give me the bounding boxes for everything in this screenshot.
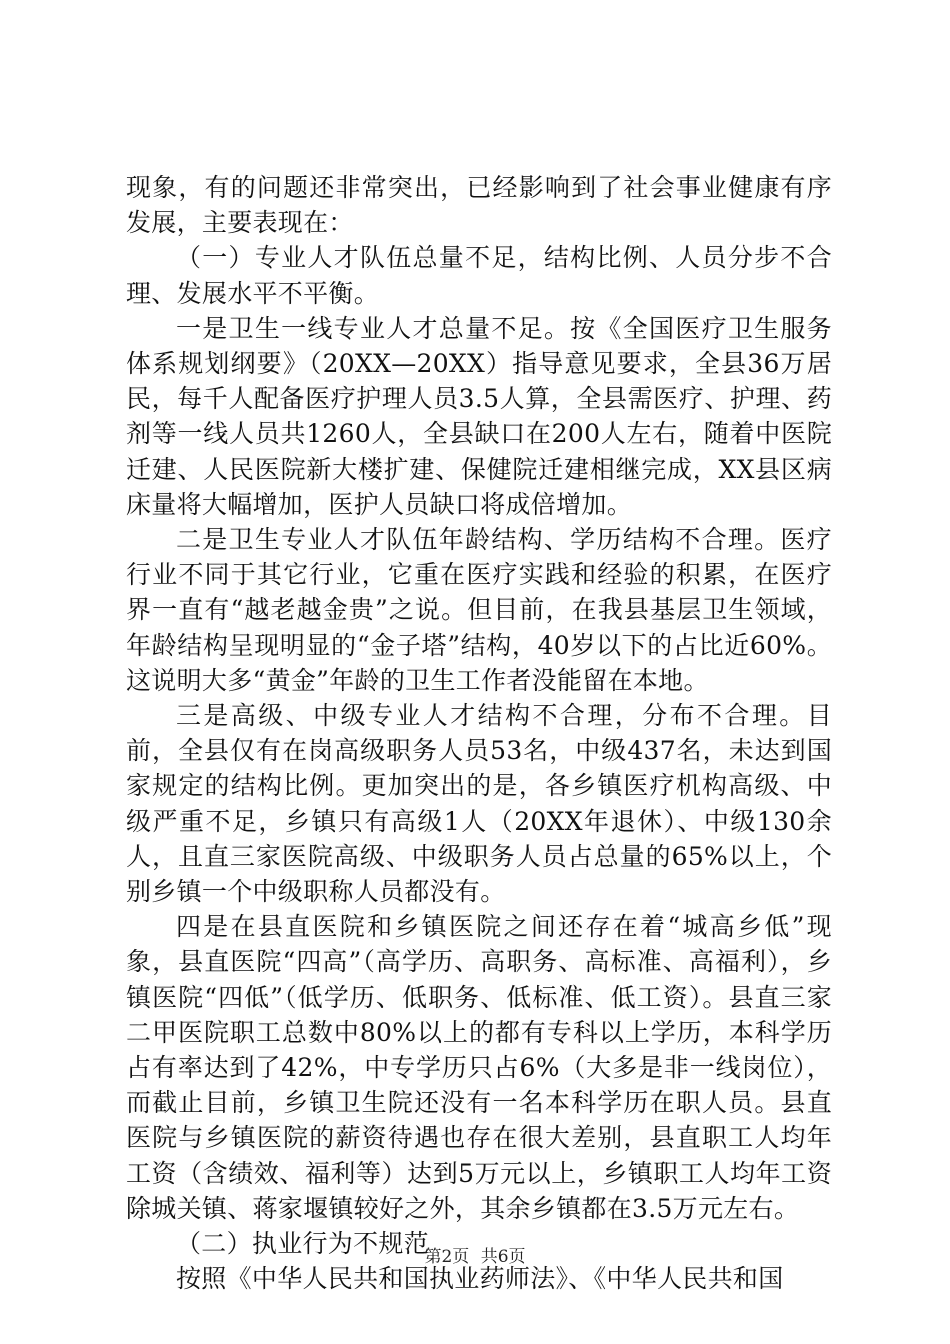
paragraph-point-4: 四是在县直医院和乡镇医院之间还存在着“城高乡低”现象，县直医院“四高”（高学历、高职务、高标准、高福利），乡镇医院“四低”（低学历、低职务、低标准、低工资）。县直三家二甲医院职工总数中80%以上的都有专科以上学历，本科学历占有率达到了42%，中专学历只占6%（大多是非一线岗位），而截止目前，乡镇卫生院还没有一名本科学历在职人员。县直医院与乡镇医院的薪资待遇也存在很大差别，县直职工人均年工资（含绩效、福利等）达到5万元以上，乡镇职工人均年工资除城关镇、蒋家堰镇较好之外，其余乡镇都在3.5万元左右。 bbox=[126, 912, 832, 1223]
document-body bbox=[126, 170, 832, 1297]
paragraph-practice: 按照《中华人民共和国执业药师法》、《中华人民共和国 bbox=[176, 1264, 784, 1294]
paragraph-point-3: 三是高级、中级专业人才结构不合理，分布不合理。目前，全县仅有在岗高级职务人员53名，中级437名，未达到国家规定的结构比例。更加突出的是，各乡镇医疗机构高级、中级严重不足，乡镇只有高级1人（20XX年退休）、中级130余人，且直三家医院高级、中级职务人员占总量的65%以上，个别乡镇一个中级职称人员都没有。 bbox=[126, 701, 832, 907]
paragraph-point-1: 一是卫生一线专业人才总量不足。按《全国医疗卫生服务体系规划纲要》（20XX—20XX）指导意见要求，全县36万居民，每千人配备医疗护理人员3.5人算，全县需医疗、护理、药剂等一线人员共1260人，全县缺口在200人左右，随着中医院迁建、人民医院新大楼扩建、保健院迁建相继完成，XX县区病床量将大幅增加，医护人员缺口将成倍增加。 bbox=[126, 313, 832, 519]
paragraph-continuation: 现象，有的问题还非常突出，已经影响到了社会事业健康有序发展，主要表现在： bbox=[126, 173, 832, 238]
paragraph-point-2: 二是卫生专业人才队伍年龄结构、学历结构不合理。医疗行业不同于其它行业，它重在医疗实践和经验的积累，在医疗界一直有“越老越金贵”之说。但目前，在我县基层卫生领域，年龄结构呈现明显的“金子塔”结构，40岁以下的占比近60%。这说明大多“黄金”年龄的卫生工作者没能留在本地。 bbox=[126, 525, 832, 695]
page-number: 第2页 bbox=[424, 1247, 470, 1267]
page-total: 共6页 bbox=[480, 1247, 526, 1267]
section-heading-2: （二）执业行为不规范 bbox=[176, 1229, 430, 1259]
section-heading-1: （一）专业人才队伍总量不足，结构比例、人员分步不合理、发展水平不平衡。 bbox=[126, 243, 832, 308]
page-footer bbox=[0, 1242, 950, 1267]
